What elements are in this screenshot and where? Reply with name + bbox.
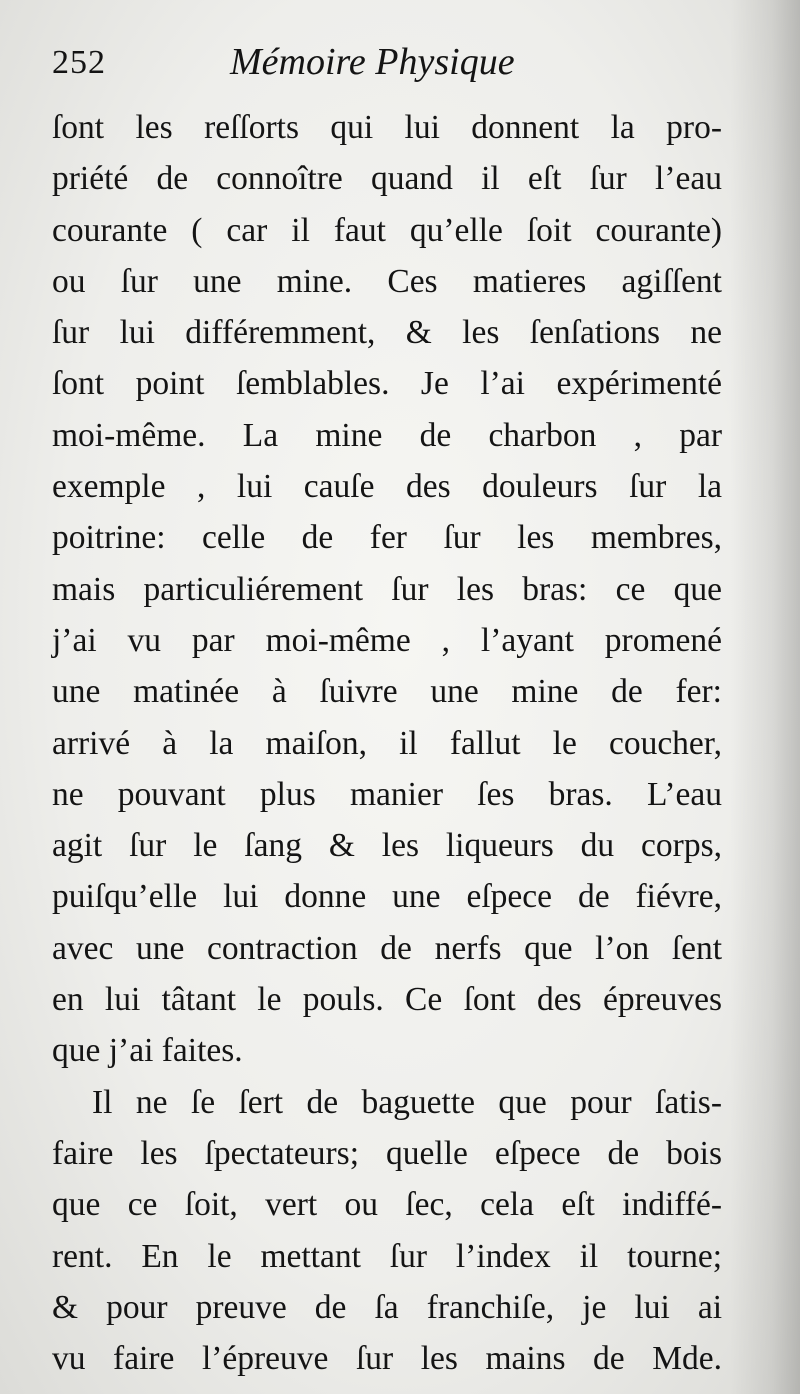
text-line: exemple , lui cauſe des douleurs ſur la: [52, 468, 722, 506]
text-line: ſont point ſemblables. Je l’ai expérimenté: [52, 365, 722, 403]
text-line: ne pouvant plus manier ſes bras. L’eau: [52, 775, 722, 813]
text-line: que ce ſoit, vert ou ſec, cela eſt indiffé-: [52, 1186, 722, 1224]
running-title: Mémoire Physique: [230, 41, 515, 83]
text-line: avec une contraction de nerfs que l’on ſent: [52, 929, 722, 967]
text-line: vu faire l’épreuve ſur les mains de Mde.: [52, 1340, 722, 1378]
text-line: Il ne ſe ſert de baguette que pour ſatis-: [92, 1083, 722, 1121]
text-line: agit ſur le ſang & les liqueurs du corps,: [52, 827, 722, 865]
text-line: & pour preuve de ſa franchiſe, je lui ai: [52, 1288, 722, 1326]
text-line: moi-même. La mine de charbon , par: [52, 416, 722, 454]
text-line: arrivé à la maiſon, il fallut le coucher,: [52, 724, 722, 762]
page-number: 252: [52, 44, 106, 81]
text-line: ſont les reſſorts qui lui donnent la pro-: [52, 109, 722, 146]
text-line: en lui tâtant le pouls. Ce ſont des épreuves: [52, 981, 722, 1019]
text-line: rent. En le mettant ſur l’index il tourne;: [52, 1237, 722, 1275]
text-line: courante ( car il faut qu’elle ſoit courante): [52, 211, 722, 249]
text-line: mais particuliérement ſur les bras: ce que: [52, 570, 722, 608]
text-line: une matinée à ſuivre une mine de fer:: [52, 673, 722, 711]
text-line: poitrine: celle de fer ſur les membres,: [52, 519, 722, 557]
text-line: ſur lui différemment, & les ſenſations ne: [52, 314, 722, 352]
text-line: j’ai vu par moi-même , l’ayant promené: [52, 621, 722, 659]
text-line: ou ſur une mine. Ces matieres agiſſent: [52, 262, 722, 300]
text-line: que j’ai faites.: [52, 1032, 243, 1070]
text-line: faire les ſpectateurs; quelle eſpece de bois: [52, 1134, 722, 1172]
text-line: puiſqu’elle lui donne une eſpece de fiévre,: [52, 878, 722, 916]
body-text: [52, 102, 722, 1384]
text-line: priété de connoître quand il eſt ſur l’eau: [52, 160, 722, 198]
running-head: [52, 40, 742, 98]
